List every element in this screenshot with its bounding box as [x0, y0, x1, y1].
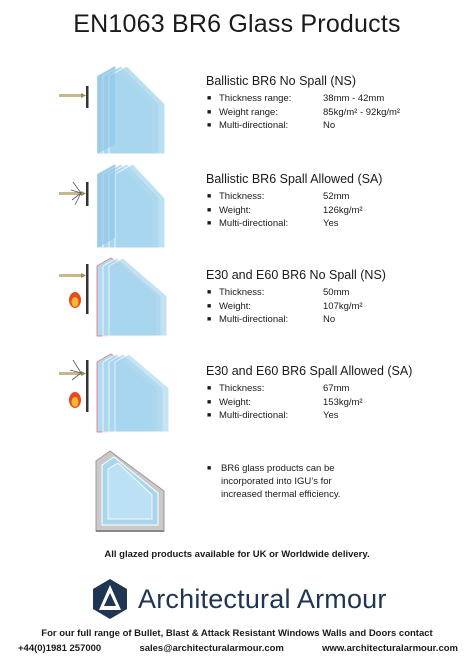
- square-bullet-icon: ■: [207, 465, 212, 472]
- spec-label: Thickness:: [219, 191, 265, 202]
- spec-value: Yes: [323, 218, 339, 229]
- spec-label: Weight:: [219, 300, 252, 312]
- glass-block-icon: [55, 62, 195, 154]
- brand-logo-icon: [92, 578, 128, 620]
- spec-value: No: [323, 120, 336, 131]
- spec-value: No: [323, 314, 336, 325]
- spec-label: Weight:: [219, 204, 252, 216]
- product-info: [206, 172, 466, 231]
- product-title: E30 and E60 BR6 Spall Allowed (SA): [206, 364, 413, 378]
- email-link[interactable]: sales@architecturalarmour.com: [139, 643, 284, 654]
- glass-block-icon: [55, 160, 195, 252]
- spec-label: Multi-directional:: [219, 314, 289, 325]
- spec-value: 85kg/m² - 92kg/m²: [323, 106, 401, 118]
- bullet-icon: [59, 274, 81, 277]
- square-bullet-icon: ■: [207, 220, 212, 227]
- spec-label: Thickness range:: [219, 93, 292, 104]
- spec-value: 153kg/m²: [323, 396, 363, 408]
- square-bullet-icon: ■: [207, 385, 212, 392]
- igu-note: [206, 462, 406, 501]
- spec-value: 67mm: [323, 383, 350, 394]
- fire-icon: [69, 292, 81, 308]
- spec-row: [206, 119, 466, 133]
- spec-label: Multi-directional:: [219, 218, 289, 229]
- phone-number[interactable]: +44(0)1981 257000: [18, 643, 102, 654]
- product-info: [206, 268, 466, 327]
- bullet-icon: [59, 192, 81, 195]
- spec-label: Weight range:: [219, 106, 278, 118]
- square-bullet-icon: ■: [207, 122, 212, 129]
- glass-block-icon: [55, 352, 195, 444]
- spec-label: Multi-directional:: [219, 410, 289, 421]
- spec-label: Thickness:: [219, 287, 265, 298]
- spec-label: Weight:: [219, 396, 252, 408]
- square-bullet-icon: ■: [207, 193, 212, 200]
- square-bullet-icon: ■: [207, 108, 212, 116]
- spall-burst-icon: [70, 360, 81, 380]
- brand-name: Architectural Armour: [138, 583, 387, 614]
- spec-row: [206, 286, 466, 300]
- website-link[interactable]: www.architecturalarmour.com: [322, 643, 458, 654]
- product-info: [206, 74, 466, 133]
- spec-row: [206, 92, 466, 106]
- spec-row: [206, 409, 466, 423]
- square-bullet-icon: ■: [207, 302, 212, 310]
- product-ballistic-ns: [0, 62, 474, 154]
- spec-row: [206, 204, 466, 218]
- igu-note-text: BR6 glass products can be incorporated into IGU’s for increased thermal efficiency.: [221, 463, 341, 500]
- product-info: [206, 364, 466, 423]
- bullet-icon: [59, 94, 81, 97]
- spec-value: 38mm - 42mm: [323, 93, 385, 104]
- product-title: E30 and E60 BR6 No Spall (NS): [206, 268, 386, 282]
- spec-row: [206, 382, 466, 396]
- product-title: Ballistic BR6 Spall Allowed (SA): [206, 172, 383, 186]
- product-ballistic-sa: [0, 160, 474, 252]
- igu-window-icon: [90, 447, 170, 533]
- page-title: EN1063 BR6 Glass Products: [73, 10, 401, 38]
- contact-row: [18, 643, 458, 654]
- product-e30-e60-sa: [0, 352, 474, 444]
- product-title: Ballistic BR6 No Spall (NS): [206, 74, 357, 88]
- square-bullet-icon: ■: [207, 316, 212, 323]
- spec-row: [206, 190, 466, 204]
- glass-block-icon: [55, 256, 195, 348]
- spec-value: 107kg/m²: [323, 300, 363, 312]
- square-bullet-icon: ■: [207, 398, 212, 406]
- spec-row: [206, 396, 466, 410]
- spec-value: 50mm: [323, 287, 350, 298]
- spec-row: [206, 217, 466, 231]
- square-bullet-icon: ■: [207, 412, 212, 419]
- square-bullet-icon: ■: [207, 289, 212, 296]
- spec-row: [206, 106, 466, 120]
- spec-value: Yes: [323, 410, 339, 421]
- product-e30-e60-ns: [0, 256, 474, 348]
- square-bullet-icon: ■: [207, 206, 212, 214]
- spec-label: Thickness:: [219, 383, 265, 394]
- fire-icon: [69, 392, 81, 408]
- spec-label: Multi-directional:: [219, 120, 289, 131]
- brand-logo: [92, 577, 387, 621]
- spec-value: 52mm: [323, 191, 350, 202]
- square-bullet-icon: ■: [207, 95, 212, 102]
- spec-row: [206, 300, 466, 314]
- spec-value: 126kg/m²: [323, 204, 363, 216]
- delivery-note: All glazed products available for UK or Worldwide delivery.: [104, 549, 370, 560]
- spec-row: [206, 313, 466, 327]
- footer-text: For our full range of Bullet, Blast & Attack Resistant Windows Walls and Doors contact: [41, 628, 433, 639]
